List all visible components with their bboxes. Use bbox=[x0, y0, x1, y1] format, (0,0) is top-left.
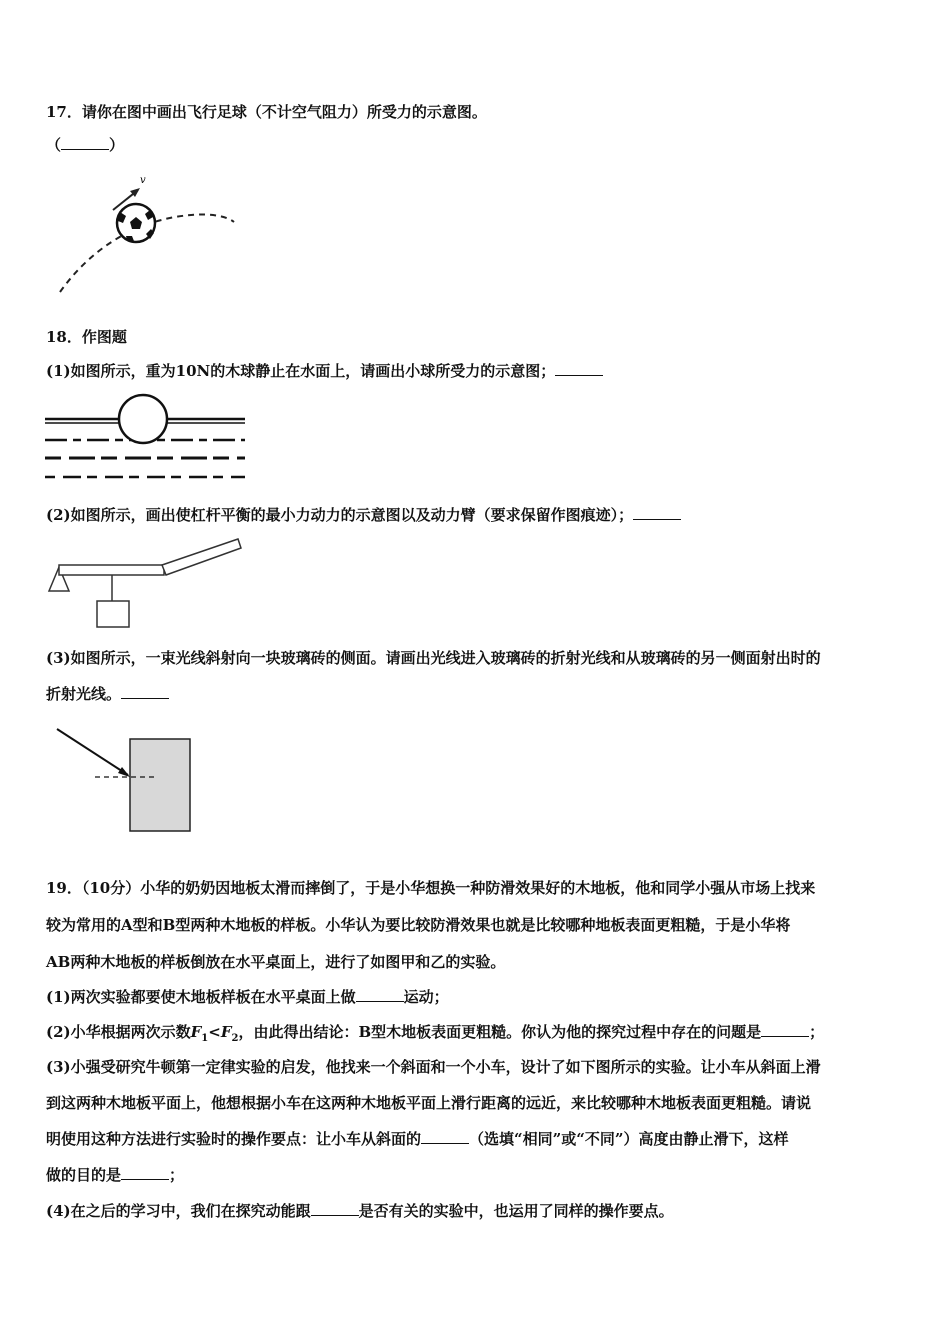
floating-ball-figure bbox=[45, 393, 250, 485]
answer-blank[interactable] bbox=[421, 1129, 469, 1144]
q19-part4: (4)在之后的学习中，我们在探究动能跟 是否有关的实验中，也运用了同样的操作要点。 bbox=[46, 1202, 674, 1220]
answer-blank[interactable] bbox=[356, 987, 404, 1002]
q19-line1: 19．（10分）小华的奶奶因地板太滑而摔倒了，于是小华想换一种防滑效果好的木地板，他和同学小强从市场上找来 bbox=[46, 879, 816, 897]
glass-brick-figure bbox=[55, 725, 200, 835]
blank-open: （ bbox=[46, 136, 62, 154]
q17-answer-blank bbox=[46, 135, 910, 155]
answer-blank[interactable] bbox=[61, 135, 109, 150]
q19-part1: (1)两次实验都要使木地板样板在水平桌面上做 运动； bbox=[46, 988, 449, 1006]
q19-part3-line4: 做的目的是 ； bbox=[46, 1166, 185, 1184]
answer-blank[interactable] bbox=[555, 361, 603, 376]
q19-line3: AB两种木地板的样板倒放在水平桌面上，进行了如图甲和乙的实验。 bbox=[46, 953, 506, 971]
answer-blank[interactable] bbox=[761, 1022, 809, 1037]
q18-title: 18．作图题 bbox=[46, 328, 127, 346]
q19-part2: (2)小华根据两次示数$F_1<F_2$，由此得出结论：B型木地板表面更粗糙。你认为他的探究过程中存在的问题是 ； bbox=[46, 1023, 825, 1044]
answer-blank[interactable] bbox=[633, 505, 681, 520]
q18-part3-line2: 折射光线。 bbox=[46, 684, 910, 704]
velocity-label: v bbox=[140, 175, 146, 186]
q18-part1: (1)如图所示，重为10N的木球静止在水面上，请画出小球所受力的示意图； bbox=[46, 361, 910, 381]
q18-part2: (2)如图所示，画出使杠杆平衡的最小力动力的示意图以及动力臂（要求保留作图痕迹）； bbox=[46, 505, 910, 525]
answer-blank[interactable] bbox=[311, 1201, 359, 1216]
q19-part3-line3: 明使用这种方法进行实验时的操作要点：让小车从斜面的 （选填“相同”或“不同”）高度由静止滑下，这样 bbox=[46, 1130, 789, 1148]
football-trajectory-figure bbox=[50, 170, 250, 300]
q19-part3-line2: 到这两种木地板平面上，他想根据小车在这两种木地板平面上滑行距离的远近，来比较哪种木地板表面更粗糙。请说 bbox=[46, 1094, 812, 1112]
q17-stem: 17．请你在图中画出飞行足球（不计空气阻力）所受力的示意图。 bbox=[46, 103, 487, 121]
answer-blank[interactable] bbox=[121, 684, 169, 699]
lever-figure bbox=[45, 535, 250, 630]
blank-close: ） bbox=[109, 136, 125, 154]
q19-part3-line1: (3)小强受研究牛顿第一定律实验的启发，他找来一个斜面和一个小车，设计了如下图所示的实验。让小车从斜面上滑 bbox=[46, 1058, 821, 1076]
answer-blank[interactable] bbox=[121, 1165, 169, 1180]
q18-part3-line1: (3)如图所示，一束光线斜射向一块玻璃砖的侧面。请画出光线进入玻璃砖的折射光线和从玻璃砖的另一侧面射出时的 bbox=[46, 649, 821, 667]
q19-line2: 较为常用的A型和B型两种木地板的样板。小华认为要比较防滑效果也就是比较哪种地板表面更粗糙，于是小华将 bbox=[46, 916, 791, 934]
